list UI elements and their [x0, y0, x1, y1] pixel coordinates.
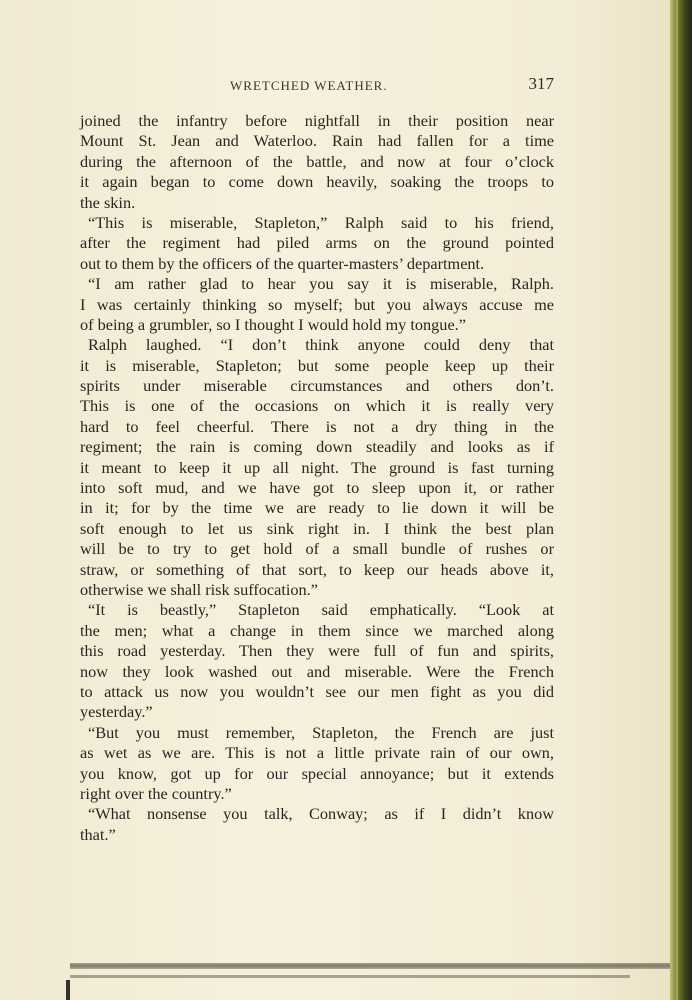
text-line: into soft mud, and we have got to sleep upon it, or rather: [80, 478, 554, 498]
text-line: soft enough to let us sink right in. I think the best plan: [80, 518, 554, 538]
text-line: “It is beastly,” Stapleton said emphatically. “Look at: [88, 600, 554, 620]
text-line: Mount St. Jean and Waterloo. Rain had fallen for a time: [80, 131, 554, 151]
text-line: this road yesterday. Then they were full of fun and spirits,: [80, 641, 554, 661]
text-line: out to them by the officers of the quarter-masters’ department.: [80, 253, 485, 273]
page-header: [80, 76, 554, 96]
text-line: regiment; the rain is coming down steadily and looks as if: [80, 437, 554, 457]
text-line: spirits under miserable circumstances and others don’t.: [80, 376, 554, 396]
text-line: it meant to keep it up all night. The ground is fast turning: [80, 457, 554, 477]
text-line: now they look washed out and miserable. Were the French: [80, 661, 554, 681]
text-line: during the afternoon of the battle, and now at four o’clock: [80, 151, 554, 171]
page-bottom-rule: [70, 975, 630, 978]
text-line: the skin.: [80, 192, 136, 212]
text-line: you know, got up for our special annoyance; but it extends: [80, 763, 554, 783]
text-line: of being a grumbler, so I thought I would hold my tongue.”: [80, 314, 466, 334]
text-line: it is miserable, Stapleton; but some people keep up their: [80, 355, 554, 375]
text-line: hard to feel cheerful. There is not a dry thing in the: [80, 416, 554, 436]
text-line: it again began to come down heavily, soaking the troops to: [80, 172, 554, 192]
text-line: “What nonsense you talk, Conway; as if I didn’t know: [88, 804, 554, 824]
text-line: “But you must remember, Stapleton, the French are just: [88, 722, 554, 742]
book-edge-highlight: [676, 0, 678, 1000]
text-line: that.”: [80, 824, 116, 844]
book-edge: [670, 0, 692, 1000]
text-line: straw, or something of that sort, to keep our heads above it,: [80, 559, 554, 579]
text-line: joined the infantry before nightfall in their position near: [80, 111, 554, 130]
text-line: yesterday.”: [80, 702, 153, 722]
text-line: Ralph laughed. “I don’t think anyone could deny that: [88, 335, 554, 355]
text-line: “I am rather glad to hear you say it is miserable, Ralph.: [88, 274, 554, 294]
body-text: [80, 111, 554, 845]
binding-shadow: [66, 980, 70, 1000]
text-line: after the regiment had piled arms on the ground pointed: [80, 233, 554, 253]
text-line: This is one of the occasions on which it is really very: [80, 396, 554, 416]
text-line: I was certainly thinking so myself; but you always accuse me: [80, 294, 554, 314]
text-line: as wet as we are. This is not a little private rain of our own,: [80, 743, 554, 763]
page-bottom-shadow: [70, 963, 670, 969]
text-line: to attack us now you wouldn’t see our men fight as you did: [80, 681, 554, 701]
page-number: 317: [528, 74, 554, 93]
text-line: in it; for by the time we are ready to lie down it will be: [80, 498, 554, 518]
running-title: WRETCHED WEATHER.: [230, 78, 388, 93]
text-line: the men; what a change in them since we marched along: [80, 620, 554, 640]
text-line: right over the country.”: [80, 783, 232, 803]
text-line: “This is miserable, Stapleton,” Ralph said to his friend,: [88, 212, 554, 232]
text-line: will be to try to get hold of a small bundle of rushes or: [80, 539, 554, 559]
text-line: otherwise we shall risk suffocation.”: [80, 579, 318, 599]
